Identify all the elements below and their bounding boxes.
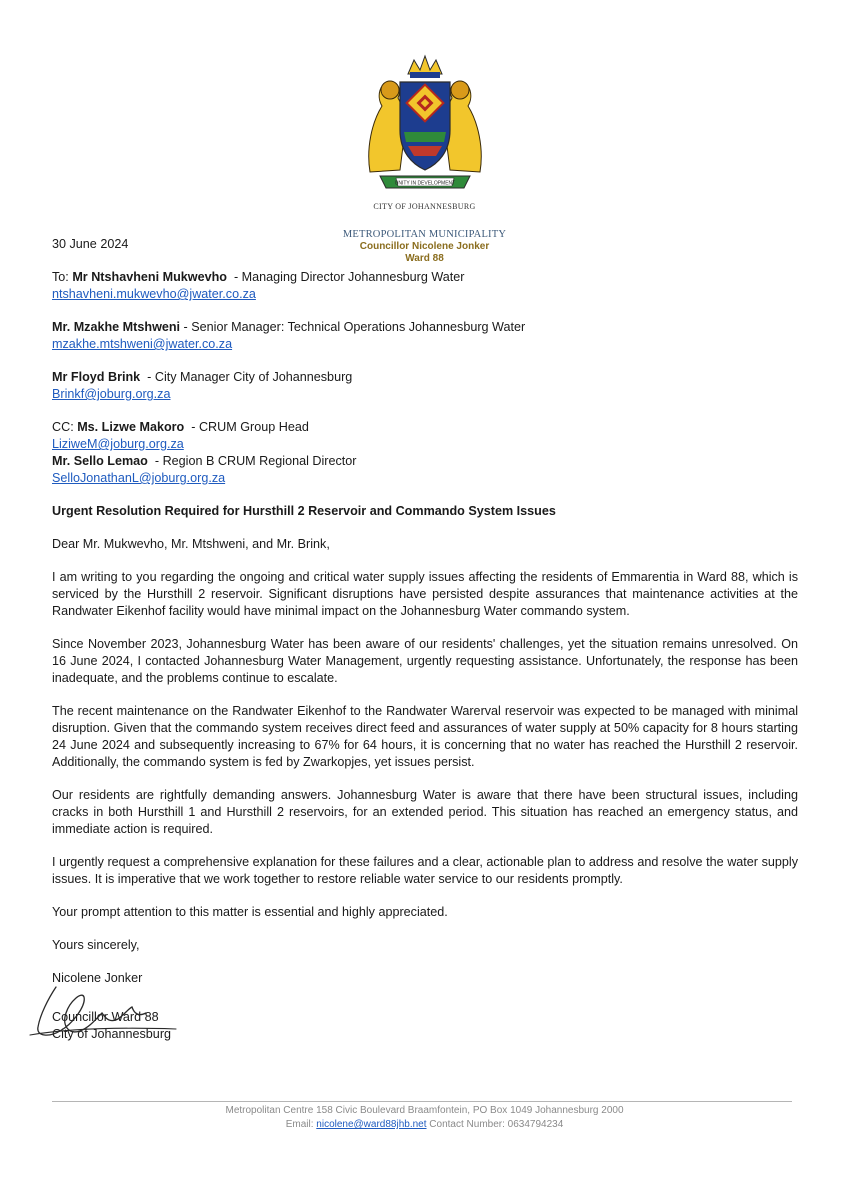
letter-subject: Urgent Resolution Required for Hursthill 2 Reservoir and Commando System Issues <box>52 504 556 518</box>
cc-name: Mr. Sello Lemao <box>52 454 148 468</box>
cc-email-link[interactable]: LiziweM@joburg.org.za <box>52 437 184 451</box>
handwritten-signature-icon <box>26 979 186 1049</box>
recipient-prefix: To: <box>52 270 73 284</box>
footer-phone: Contact Number: 0634794234 <box>426 1119 564 1130</box>
paragraph: Since November 2023, Johannesburg Water has been aware of our residents' challenges, yet the situation remains unresolved. On 16 June 2024, I contacted Johannesburg Water Management, urgently requesting assistance. Unfortunately, the response has been inadequate, and the problems continue to escalate. <box>52 637 798 685</box>
paragraph: I urgently request a comprehensive explanation for these failures and a clear, actionable plan to address and resolve the water supply issues. It is imperative that we work together to restore reliable water service to our residents promptly. <box>52 855 798 886</box>
recipient-name: Mr Ntshavheni Mukwevho <box>72 270 227 284</box>
letterhead <box>0 52 849 264</box>
municipality-title: METROPOLITAN MUNICIPALITY <box>342 229 507 240</box>
paragraph: Our residents are rightfully demanding answers. Johannesburg Water is aware that there have been structural issues, including cracks in both Hursthill 1 and Hursthill 2 reservoirs, for an extended period. This situation has reached an emergency status, and immediate action is required. <box>52 788 798 836</box>
footer-address: Metropolitan Centre 158 Civic Boulevard Braamfontein, PO Box 1049 Johannesburg 2000 <box>225 1105 624 1116</box>
recipient-role: - Senior Manager: Technical Operations Johannesburg Water <box>180 320 526 334</box>
cc-block <box>52 419 798 487</box>
recipient-role: - City Manager City of Johannesburg <box>140 370 353 384</box>
recipient-name: Mr. Mzakhe Mtshweni <box>52 320 181 334</box>
recipient-name: Mr Floyd Brink <box>52 370 141 384</box>
paragraph: I am writing to you regarding the ongoing and critical water supply issues affecting the residents of Emmarentia in Ward 88, which is serviced by the Hursthill 2 reservoir. Significant disruptions have persisted despite assurances that maintenance activities at the Randwater Eikenhof facility would have minimal impact on the Johannesburg Water commando system. <box>52 570 798 618</box>
cc-prefix: CC: <box>52 420 78 434</box>
paragraph: Your prompt attention to this matter is essential and highly appreciated. <box>52 905 448 919</box>
footer-divider <box>52 1101 792 1102</box>
closing: Yours sincerely, <box>52 938 140 952</box>
salutation: Dear Mr. Mukwevho, Mr. Mtshweni, and Mr. Brink, <box>52 537 330 551</box>
letter-date: 30 June 2024 <box>52 237 129 251</box>
recipient-block <box>52 369 798 403</box>
recipient-email-link[interactable]: mzakhe.mtshweni@jwater.co.za <box>52 337 233 351</box>
paragraph: The recent maintenance on the Randwater Eikenhof to the Randwater Warerval reservoir was expected to be managed with minimal disruption. Given that the commando system receives direct feed and assurances of water supply at 50% capacity for 8 hours starting 24 June 2024 and subsequently increasing to 67% for 64 hours, it is concerning that no water has reached the Hursthill 2 reservoir. Additionally, the commando system is fed by Zwarkopjes, yet issues persist. <box>52 704 798 769</box>
letter-body <box>52 236 798 1043</box>
crest-caption: CITY OF JOHANNESBURG <box>373 202 476 211</box>
footer-email-link[interactable]: nicolene@ward88jhb.net <box>316 1119 427 1130</box>
city-coat-of-arms-icon <box>360 52 490 200</box>
recipient-email-link[interactable]: Brinkf@joburg.org.za <box>52 387 171 401</box>
cc-email-link[interactable]: SelloJonathanL@joburg.org.za <box>52 471 226 485</box>
recipient-email-link[interactable]: ntshavheni.mukwevho@jwater.co.za <box>52 287 256 301</box>
letter-footer <box>0 1104 849 1132</box>
footer-contact-line <box>0 1118 849 1132</box>
councillor-name: Councillor Nicolene Jonker <box>359 241 490 252</box>
footer-email-label: Email: <box>285 1119 317 1130</box>
signer-org: City of Johannesburg <box>52 1027 172 1041</box>
recipient-block <box>52 319 798 353</box>
cc-role: - Region B CRUM Regional Director <box>147 454 357 468</box>
cc-role: - CRUM Group Head <box>184 420 309 434</box>
svg-text:UNITY IN DEVELOPMENT: UNITY IN DEVELOPMENT <box>394 180 455 187</box>
recipient-role: - Managing Director Johannesburg Water <box>226 270 465 284</box>
ward-label: Ward 88 <box>405 253 444 264</box>
signer-name: Nicolene Jonker <box>52 971 143 985</box>
signature-block <box>52 987 798 1043</box>
signer-title: Councillor Ward 88 <box>52 1010 159 1024</box>
recipient-block <box>52 269 798 303</box>
cc-name: Ms. Lizwe Makoro <box>77 420 185 434</box>
